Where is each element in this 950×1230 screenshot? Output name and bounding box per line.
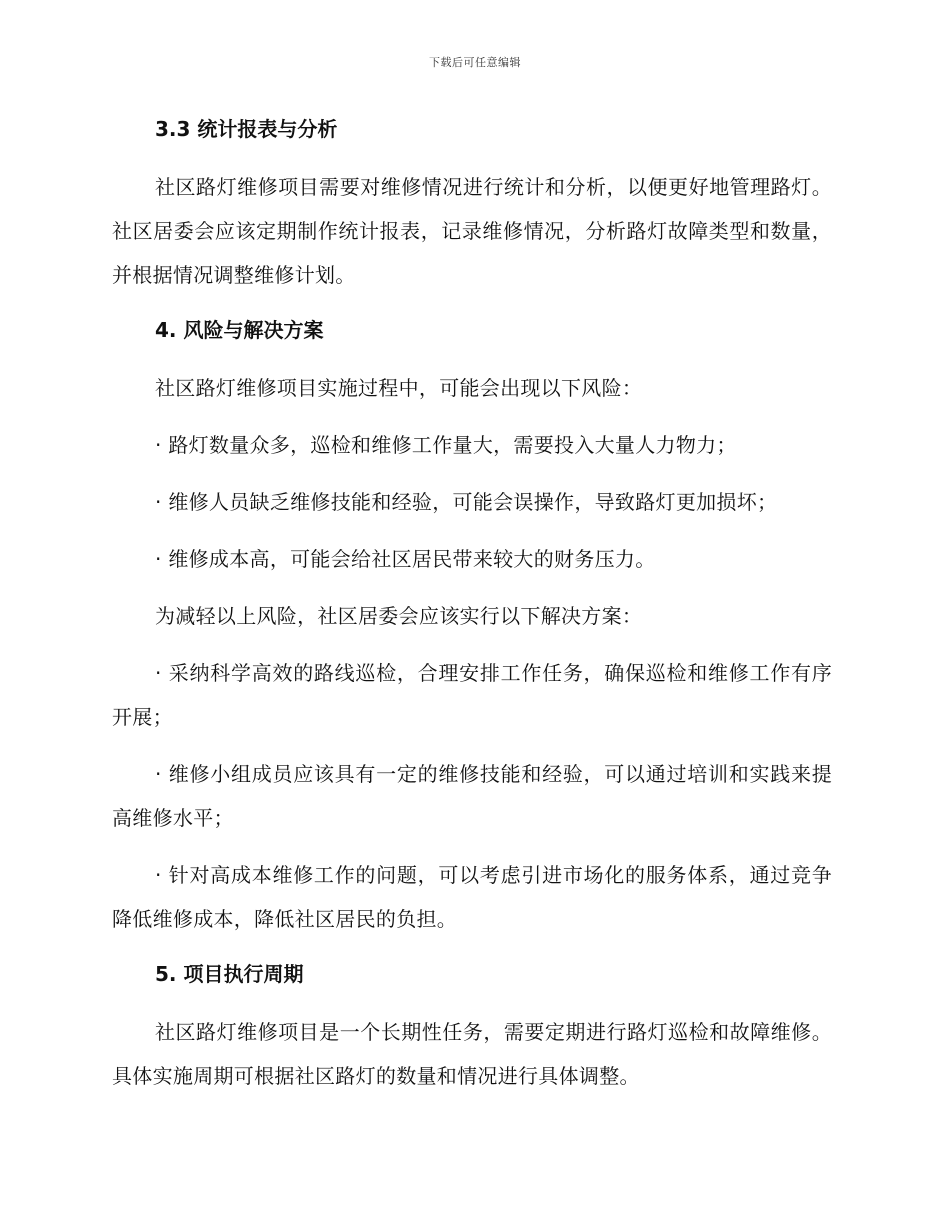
paragraph: 社区路灯维修项目实施过程中，可能会出现以下风险： bbox=[155, 376, 643, 400]
document-body bbox=[112, 110, 832, 1098]
risk-list-item: · 维修成本高，可能会给社区居民带来较大的财务压力。 bbox=[155, 547, 656, 571]
solution-list-item: · 维修小组成员应该具有一定的维修技能和经验，可以通过培训和实践来提高维修水平； bbox=[112, 762, 832, 830]
page-header: 下载后可任意编辑 bbox=[429, 56, 521, 69]
risk-list-item: · 维修人员缺乏维修技能和经验，可能会误操作，导致路灯更加损坏； bbox=[155, 490, 778, 514]
section-heading-5: 5. 项目执行周期 bbox=[155, 962, 304, 986]
section-heading-4: 4. 风险与解决方案 bbox=[155, 318, 324, 342]
paragraph: 社区路灯维修项目需要对维修情况进行统计和分析，以便更好地管理路灯。社区居委会应该定期制作统计报表，记录维修情况，分析路灯故障类型和数量，并根据情况调整维修计划。 bbox=[112, 175, 832, 287]
paragraph: 为减轻以上风险，社区居委会应该实行以下解决方案： bbox=[155, 604, 643, 628]
paragraph: 社区路灯维修项目是一个长期性任务，需要定期进行路灯巡检和故障维修。具体实施周期可根据社区路灯的数量和情况进行具体调整。 bbox=[112, 1020, 832, 1088]
solution-list-item: · 采纳科学高效的路线巡检，合理安排工作任务，确保巡检和维修工作有序开展； bbox=[112, 661, 832, 729]
solution-list-item: · 针对高成本维修工作的问题，可以考虑引进市场化的服务体系，通过竞争降低维修成本，降低社区居民的负担。 bbox=[112, 863, 832, 931]
risk-list-item: · 路灯数量众多，巡检和维修工作量大，需要投入大量人力物力； bbox=[155, 433, 737, 457]
section-heading-3-3: 3.3 统计报表与分析 bbox=[155, 117, 338, 141]
